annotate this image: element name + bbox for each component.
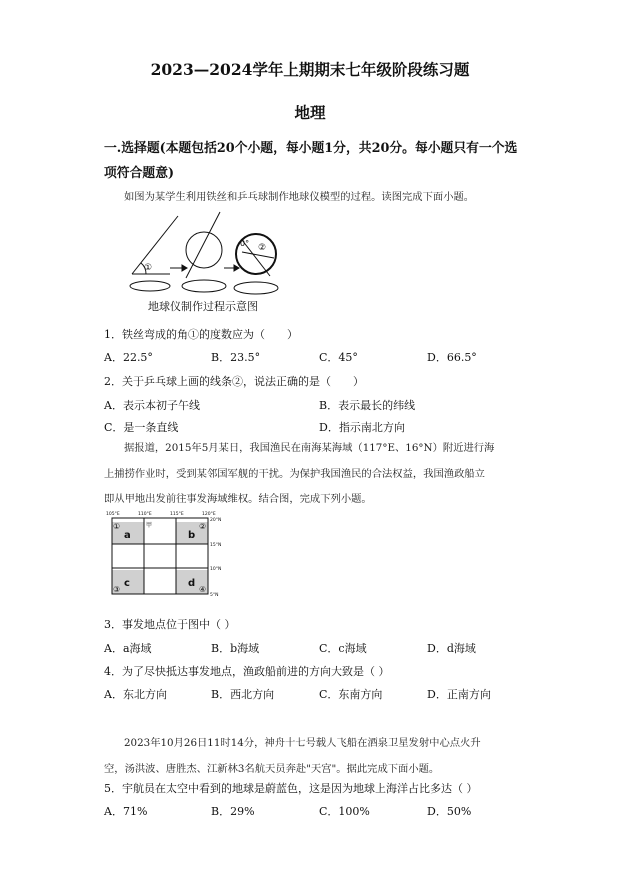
news-line-2: 上捕捞作业时，受到某邻国军舰的干扰。为保护我国渔民的合法权益，我国渔政船立 — [104, 467, 485, 480]
marker-1: ① — [113, 522, 121, 531]
marker-4: ④ — [199, 585, 207, 594]
question-5-stem: 5．宇航员在太空中看到的地球是蔚蓝色，这是因为地球上海洋占比多达（ ） — [104, 782, 478, 795]
globe-making-figure — [124, 206, 284, 316]
section-heading-line2: 项符合题意) — [104, 166, 175, 181]
ping-pong-ball — [186, 232, 222, 268]
question-4-stem: 4．为了尽快抵达事发地点，渔政船前进的方向大致是（ ） — [104, 665, 390, 678]
q1-option-a: A．22.5° — [104, 351, 153, 364]
q4-option-c: C．东南方向 — [319, 688, 383, 701]
q1-option-d: D．66.5° — [427, 351, 477, 364]
q2-option-a: A．表示本初子午线 — [104, 399, 200, 412]
label-angle: 0° — [240, 239, 250, 248]
origin-marker: 甲 — [146, 522, 153, 529]
stand-base-2 — [182, 280, 226, 292]
arrow-head-2 — [234, 265, 239, 271]
section-heading-line1: 一.选择题(本题包括20个小题，每小题1分，共20分。每小题只有一个选 — [104, 141, 518, 156]
q5-option-c: C．100% — [319, 805, 370, 818]
q3-option-c: C．c海域 — [319, 642, 367, 655]
figure-caption: 地球仪制作过程示意图 — [148, 300, 258, 313]
cell-a-label: a — [124, 530, 131, 541]
q2-option-d: D．指示南北方向 — [319, 421, 405, 434]
q2-option-c: C．是一条直线 — [104, 421, 179, 434]
q4-option-a: A．东北方向 — [104, 688, 167, 701]
lat-label-15: 15°N — [210, 543, 222, 548]
lat-label-5: 5°N — [210, 593, 219, 598]
shenzhou-line-2: 空，汤洪波、唐胜杰、江新林3名航天员奔赴"天宫"。据此完成下面小题。 — [104, 762, 440, 775]
stand-base-1 — [130, 281, 170, 291]
shenzhou-paragraph — [104, 731, 522, 782]
question-3-stem: 3．事发地点位于图中（ ） — [104, 618, 236, 631]
marker-3: ③ — [113, 585, 121, 594]
news-line-3: 即从甲地出发前往事发海域维权。结合图，完成下列小题。 — [104, 493, 372, 505]
lat-label-20: 20°N — [210, 518, 222, 523]
question-2-stem: 2．关于乒乓球上画的线条②，说法正确的是（ ） — [104, 375, 364, 388]
q5-option-b: B．29% — [211, 805, 255, 818]
q3-option-d: D．d海域 — [427, 642, 476, 655]
label-one: ① — [144, 263, 153, 273]
q4-option-d: D．正南方向 — [427, 688, 491, 701]
shenzhou-line-1: 2023年10月26日11时14分，神舟十七号载人飞船在酒泉卫星发射中心点火升 — [124, 737, 481, 749]
lat-label-10: 10°N — [210, 567, 222, 572]
lon-label-105: 105°E — [106, 512, 120, 517]
lon-label-115: 115°E — [170, 512, 184, 517]
cell-d-label: d — [188, 578, 196, 589]
cell-c-label: c — [124, 578, 130, 589]
wire-rod-1 — [132, 216, 178, 274]
q2-option-b: B．表示最长的纬线 — [319, 399, 416, 412]
label-two: ② — [258, 243, 267, 253]
stand-base-3 — [234, 282, 278, 294]
news-paragraph — [104, 436, 522, 513]
section-heading — [104, 136, 524, 186]
lon-label-110: 110°E — [138, 512, 152, 517]
q3-option-a: A．a海域 — [104, 642, 152, 655]
cell-b-label: b — [188, 530, 196, 541]
q3-option-b: B．b海域 — [211, 642, 260, 655]
arrow-head-1 — [182, 265, 187, 271]
intro-globe: 如图为某学生利用铁丝和乒乓球制作地球仪模型的过程。读图完成下面小题。 — [124, 191, 475, 203]
q4-option-b: B．西北方向 — [211, 688, 275, 701]
question-1-stem: 1．铁丝弯成的角①的度数应为（ ） — [104, 328, 298, 341]
q1-option-c: C．45° — [319, 351, 358, 364]
exam-title: 2023—2024学年上期期末七年级阶段练习题 — [150, 60, 470, 79]
q5-option-d: D．50% — [427, 805, 472, 818]
subject-heading: 地理 — [294, 103, 326, 122]
lon-label-120: 120°E — [202, 512, 216, 517]
lat-lon-grid-figure — [104, 508, 224, 600]
q1-option-b: B．23.5° — [211, 351, 261, 364]
q5-option-a: A．71% — [104, 805, 148, 818]
news-line-1: 据报道，2015年5月某日，我国渔民在南海某海域（117°E、16°N）附近进行海 — [124, 442, 495, 454]
marker-2: ② — [199, 522, 207, 531]
